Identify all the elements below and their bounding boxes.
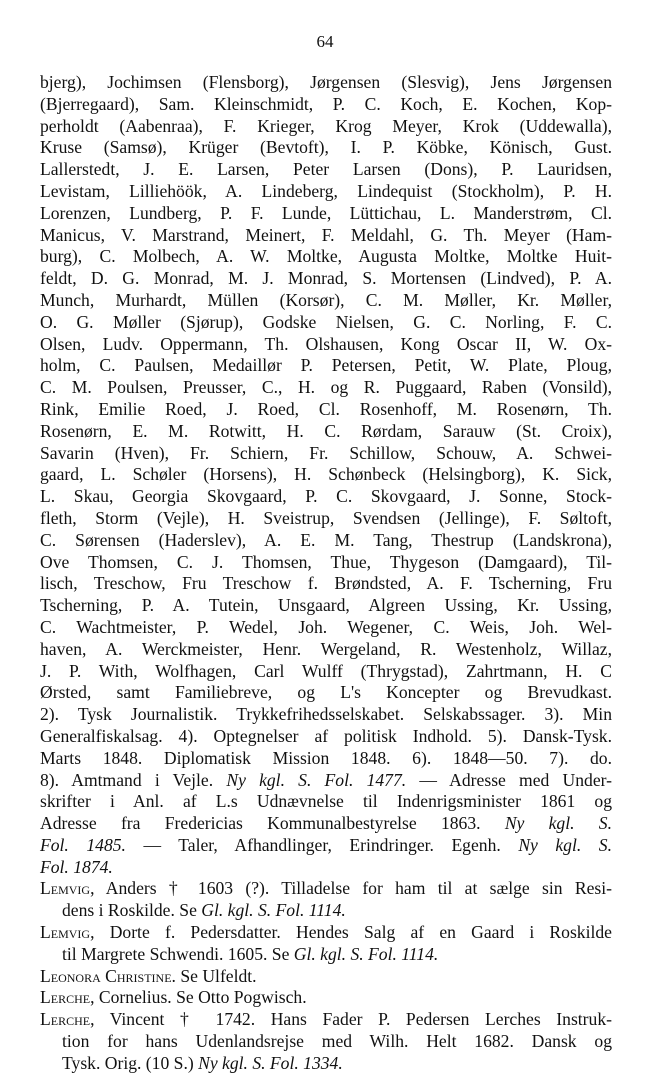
text-line: Rink, Emilie Roed, J. Roed, Cl. Rosenhoff, M. Rosenørn, Th. xyxy=(40,398,612,419)
text-line: Generalfiskalsag. 4). Optegnelser af politisk Indhold. 5). Dansk-Tysk. xyxy=(40,725,612,746)
text-line: dens i Roskilde. Se Gl. kgl. S. Fol. 1114. xyxy=(62,900,346,921)
text-line: burg), C. Molbech, A. W. Moltke, Augusta Moltke, Moltke Huit- xyxy=(40,246,612,267)
text-line: Marts 1848. Diplomatisk Mission 1848. 6). 1848—50. 7). do. xyxy=(40,747,612,768)
text-line: gaard, L. Schøler (Horsens), H. Schønbeck (Helsingborg), K. Sick, xyxy=(40,464,612,485)
shelfmark-reference: Fol. 1874. xyxy=(40,856,113,877)
entry-leonora-christine xyxy=(40,966,612,988)
text-line: holm, C. Paulsen, Medaillør P. Petersen, Petit, W. Plate, Ploug, xyxy=(40,355,612,376)
text-line: J. P. With, Wolfhagen, Carl Wulff (Thrygstad), Zahrtmann, H. C xyxy=(40,660,612,681)
entry-headword: Lerche, xyxy=(40,987,95,1008)
text-line: Manicus, V. Marstrand, Meinert, F. Meldahl, G. Th. Meyer (Ham- xyxy=(40,224,612,245)
entry-lemvig-anders xyxy=(40,878,612,922)
text-line: Rosenørn, E. M. Rotwitt, H. C. Rørdam, Sarauw (St. Croix), xyxy=(40,420,612,441)
text-line: fleth, Storm (Vejle), H. Sveistrup, Svendsen (Jellinge), F. Søltoft, xyxy=(40,507,612,528)
text-line: Olsen, Ludv. Oppermann, Th. Olshausen, Kong Oscar II, W. Ox- xyxy=(40,333,612,354)
shelfmark-reference: Ny kgl. S. Fol. 1334. xyxy=(198,1052,343,1073)
text-line: Fol. 1485. — Taler, Afhandlinger, Erindringer. Egenh. Ny kgl. S. xyxy=(40,834,612,855)
text-line xyxy=(40,857,612,879)
text-line: skrifter i Anl. af L.s Udnævnelse til Indenrigsminister 1861 og xyxy=(40,791,612,812)
text-line: Lemvig, Anders † 1603 (?). Tilladelse for ham til at sælge sin Resi- xyxy=(40,878,612,899)
text-line: Lemvig, Dorte f. Pedersdatter. Hendes Salg af en Gaard i Roskilde xyxy=(40,922,612,943)
text-line: 2). Tysk Journalistik. Trykkefrihedsselskabet. Selskabssager. 3). Min xyxy=(40,704,612,725)
shelfmark-reference: Ny kgl. S. Fol. 1477. xyxy=(226,769,407,790)
shelfmark-reference: Ny kgl. S. xyxy=(504,813,612,834)
text-line: Kruse (Samsø), Krüger (Bevtoft), I. P. Köbke, Könisch, Gust. xyxy=(40,137,612,158)
entry-headword: Lerche, xyxy=(40,1009,95,1030)
entry-lemvig-dorte xyxy=(40,922,612,966)
text-line: til Margrete Schwendi. 1605. Se Gl. kgl. S. Fol. 1114. xyxy=(62,943,439,964)
text-line: C. M. Poulsen, Preusser, C., H. og R. Puggaard, Raben (Vonsild), xyxy=(40,377,612,398)
entry-headword: Lemvig, xyxy=(40,878,95,899)
text-line: Lallerstedt, J. E. Larsen, Peter Larsen (Dons), P. Lauridsen, xyxy=(40,159,612,180)
text-line: C. Sørensen (Haderslev), A. E. M. Tang, Thestrup (Landskrona), xyxy=(40,529,612,550)
text-line: Levistam, Lilliehöök, A. Lindeberg, Lindequist (Stockholm), P. H. xyxy=(40,180,612,201)
text-line: O. G. Møller (Sjørup), Godske Nielsen, G. C. Norling, F. C. xyxy=(40,311,612,332)
text-line: (Bjerregaard), Sam. Kleinschmidt, P. C. Koch, E. Kochen, Kop- xyxy=(40,93,612,114)
text-line: tion for hans Udenlandsrejse med Wilh. Helt 1682. Dansk og xyxy=(62,1031,612,1052)
shelfmark-reference: Gl. kgl. S. Fol. 1114. xyxy=(293,943,439,964)
page-number: 64 xyxy=(316,32,334,51)
text-line: feldt, D. G. Monrad, M. J. Monrad, S. Mortensen (Lindved), P. A. xyxy=(40,268,612,289)
text-line: Lorenzen, Lundberg, P. F. Lunde, Lüttichau, L. Manderstrøm, Cl. xyxy=(40,202,612,223)
text-line: lisch, Treschow, Fru Treschow f. Brøndsted, A. F. Tscherning, Fru xyxy=(40,573,612,594)
text-line: 8). Amtmand i Vejle. Ny kgl. S. Fol. 1477. — Adresse med Under- xyxy=(40,769,612,790)
text-line: Lerche, Cornelius. Se Otto Pogwisch. xyxy=(40,987,307,1008)
text-line: Leonora Christine. Se Ulfeldt. xyxy=(40,965,257,986)
entry-lerche-vincent xyxy=(40,1009,612,1074)
text-line: C. Wachtmeister, P. Wedel, Joh. Wegener, C. Weis, Joh. Wel- xyxy=(40,616,612,637)
text-line: Munch, Murhardt, Müllen (Korsør), C. M. Møller, Kr. Møller, xyxy=(40,289,612,310)
entry-lerche-cornelius xyxy=(40,987,612,1009)
continuation-paragraph xyxy=(40,72,612,878)
text-line: Adresse fra Fredericias Kommunalbestyrelse 1863. Ny kgl. S. xyxy=(40,813,612,834)
text-line: Ørsted, samt Familiebreve, og L's Koncepter og Brevudkast. xyxy=(40,682,612,703)
shelfmark-reference: Gl. kgl. S. Fol. 1114. xyxy=(201,900,346,921)
continuation-lines xyxy=(40,72,612,770)
text-line: Tscherning, P. A. Tutein, Unsgaard, Algreen Ussing, Kr. Ussing, xyxy=(40,595,612,616)
text-line: bjerg), Jochimsen (Flensborg), Jørgensen (Slesvig), Jens Jørgensen xyxy=(40,72,612,92)
text-line: Tysk. Orig. (10 S.) Ny kgl. S. Fol. 1334. xyxy=(62,1052,343,1073)
shelfmark-reference: Fol. 1485. xyxy=(40,834,126,855)
text-line: Lerche, Vincent † 1742. Hans Fader P. Pedersen Lerches Instruk- xyxy=(40,1009,612,1030)
text-line: Savarin (Hven), Fr. Schiern, Fr. Schillow, Schouw, A. Schwei- xyxy=(40,442,612,463)
entry-headword: Leonora Christine. xyxy=(40,965,176,986)
text-line: L. Skau, Georgia Skovgaard, P. C. Skovgaard, J. Sonne, Stock- xyxy=(40,486,612,507)
text-line: haven, A. Werckmeister, Henr. Wergeland, R. Westenholz, Willaz, xyxy=(40,638,612,659)
text-line: Ove Thomsen, C. J. Thomsen, Thue, Thygeson (Damgaard), Til- xyxy=(40,551,612,572)
text-block xyxy=(40,72,612,1075)
entry-headword: Lemvig, xyxy=(40,922,95,943)
shelfmark-reference: Ny kgl. S. xyxy=(518,834,612,855)
text-line: perholdt (Aabenraa), F. Krieger, Krog Meyer, Krok (Uddewalla), xyxy=(40,115,612,136)
